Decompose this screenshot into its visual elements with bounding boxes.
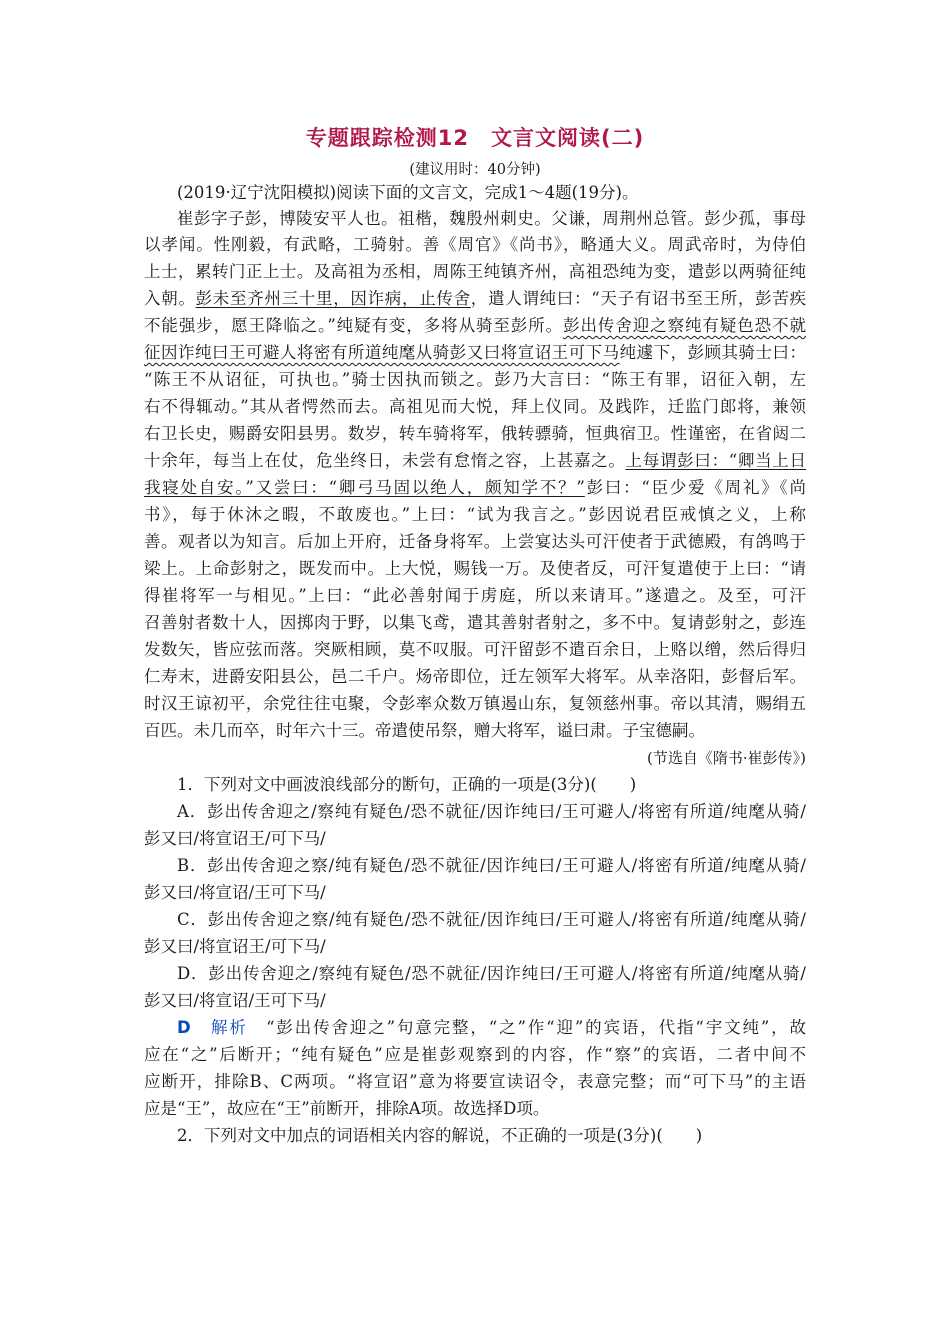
passage-line [144,476,806,500]
passage-line [144,287,806,311]
passage-text: 入朝。 [144,289,196,308]
wavy-sentence: 征因诈纯曰王可避人将密有所道纯麾从骑彭又曰将宣诏王可下马 [144,343,620,362]
option-a-line2: 彭又曰/将宣诏王/可下马/ [144,829,326,848]
answer-letter: D [177,1018,191,1037]
passage-line: 发数矢，皆应弦而落。突厥相顾，莫不叹服。可汗留彭不遣百余日，上赂以缯，然后得归 [144,640,806,659]
passage-line: 召善射者数十人，因掷肉于野，以集飞鸢，遣其善射者射之，多不中。复请彭射之，彭连 [144,613,806,632]
question-2-stem: 2．下列对文中加点的词语相关内容的解说，不正确的一项是(3分)( ) [177,1126,703,1145]
intro-text: (2019·辽宁沈阳模拟)阅读下面的文言文，完成1～4题(19分)。 [177,183,639,202]
analysis-line [177,1016,806,1040]
analysis-line: 应是“王”，故应在“王”前断开，排除A项。故选择D项。 [144,1099,550,1118]
analysis-label: 解析 [210,1018,248,1037]
passage-line: 善。观者以为知言。后加上开府，迁备身将军。上尝宴达头可汗使者于武德殿，有鸽鸣于 [144,532,806,551]
option-b-line2: 彭又曰/将宣诏/王可下马/ [144,883,326,902]
passage-line: 时汉王谅初平，余党往往屯聚，令彭率众数万镇遏山东，复领慈州事。帝以其清，赐绢五 [144,694,806,713]
passage-line: 百匹。未几而卒，时年六十三。帝遣使吊祭，赠大将军，谥曰肃。子宝德嗣。 [144,721,705,740]
underlined-sentence: 我寝处自安。”又尝曰：“卿弓马固以绝人，颇知学不？” [144,478,585,497]
passage-line: 书》，每于休沐之暇，不敢废也。”上曰：“试为我言之。”彭因说君臣戒慎之义，上称 [144,505,806,524]
page-title: 专题跟踪检测12 文言文阅读(二) [305,126,645,150]
option-a-line1: A．彭出传舍迎之/察纯有疑色/恐不就征/因诈纯曰/王可避人/将密有所道/纯麾从骑/ [177,802,806,821]
passage-line [144,314,806,338]
passage-line: 上士，累转门正上士。及高祖为丞相，周陈王纯镇齐州，高祖恐纯为变，遣彭以两骑征纯 [144,262,806,281]
question-1-stem: 1．下列对文中画波浪线部分的断句，正确的一项是(3分)( ) [177,775,637,794]
passage-text: 彭曰：“臣少爱《周礼》《尚 [584,478,807,497]
option-c-line1: C．彭出传舍迎之察/纯有疑色/恐不就征/因诈纯曰/王可避人/将密有所道/纯麾从骑/ [177,910,806,929]
underlined-sentence: 上每谓彭曰：“卿当上日 [625,451,807,470]
passage-line: 梁上。上命彭射之，既发而中。上大悦，赐钱一万。及使者反，可汗复遣使于上曰：“请 [144,559,806,578]
passage-text: ，遣人谓纯曰：“天子有诏书至王所，彭苦疾 [470,289,807,308]
passage-text: 不能强步，愿王降临之。”纯疑有变，多将从骑至彭所。 [144,316,564,335]
analysis-line: 应在“之”后断开；“纯有疑色”应是崔彭观察到的内容，作“察”的宾语，二者中间不 [144,1045,806,1064]
option-d-line1: D．彭出传舍迎之/察纯有疑色/恐不就征/因诈纯曰/王可避人/将密有所道/纯麾从骑/ [177,964,806,983]
time-note: (建议用时：40分钟) [409,162,541,178]
source-citation: (节选自《隋书·崔彭传》) [647,749,806,767]
analysis-text: “彭出传舍迎之”句意完整，“之”作“迎”的宾语，代指“宇文纯”，故 [266,1018,807,1037]
option-c-line2: 彭又曰/将宣诏王/可下马/ [144,937,326,956]
passage-line: 崔彭字子彭，博陵安平人也。祖楷，魏殷州刺史。父谦，周荆州总管。彭少孤，事母 [177,209,806,228]
analysis-line: 应断开，排除B、C两项。“将宣诏”意为将要宣读诏令，表意完整；而“可下马”的主语 [144,1072,806,1091]
wavy-sentence: 彭出传舍迎之察纯有疑色恐不就 [563,316,807,335]
passage-line: 右卫长史，赐爵安阳县男。数岁，转车骑将军，俄转骠骑，恒典宿卫。性谨密，在省闼二 [144,424,806,443]
passage-line: 以孝闻。性刚毅，有武略，工骑射。善《周官》《尚书》，略通大义。周武帝时，为侍伯 [144,235,806,254]
passage-text: 纯遽下，彭顾其骑士曰： [619,343,807,362]
option-b-line1: B．彭出传舍迎之察/纯有疑色/恐不就征/因诈纯曰/王可避人/将密有所道/纯麾从骑/ [177,856,806,875]
underlined-sentence: 彭未至齐州三十里，因诈病，止传舍 [195,289,471,308]
option-d-line2: 彭又曰/将宣诏/王可下马/ [144,991,326,1010]
passage-line [144,341,806,365]
passage-line: 仁寿末，进爵安阳县公，邑二千户。炀帝即位，迁左领军大将军。从幸洛阳，彭督后军。 [144,667,806,686]
passage-line: 右不得辄动。”其从者愕然而去。高祖见而大悦，拜上仪同。及践阼，迁监门郎将，兼领 [144,397,806,416]
passage-text: 十余年，每当上在仗，危坐终日，未尝有怠惰之容，上甚嘉之。 [144,451,626,470]
passage-line: “陈王不从诏征，可执也。”骑士因执而锁之。彭乃大言曰：“陈王有罪，诏征入朝，左 [144,370,806,389]
passage-line [144,449,806,473]
passage-line: 得崔将军一与相见。”上曰：“此必善射闻于虏庭，所以来请耳。”遂遣之。及至，可汗 [144,586,806,605]
